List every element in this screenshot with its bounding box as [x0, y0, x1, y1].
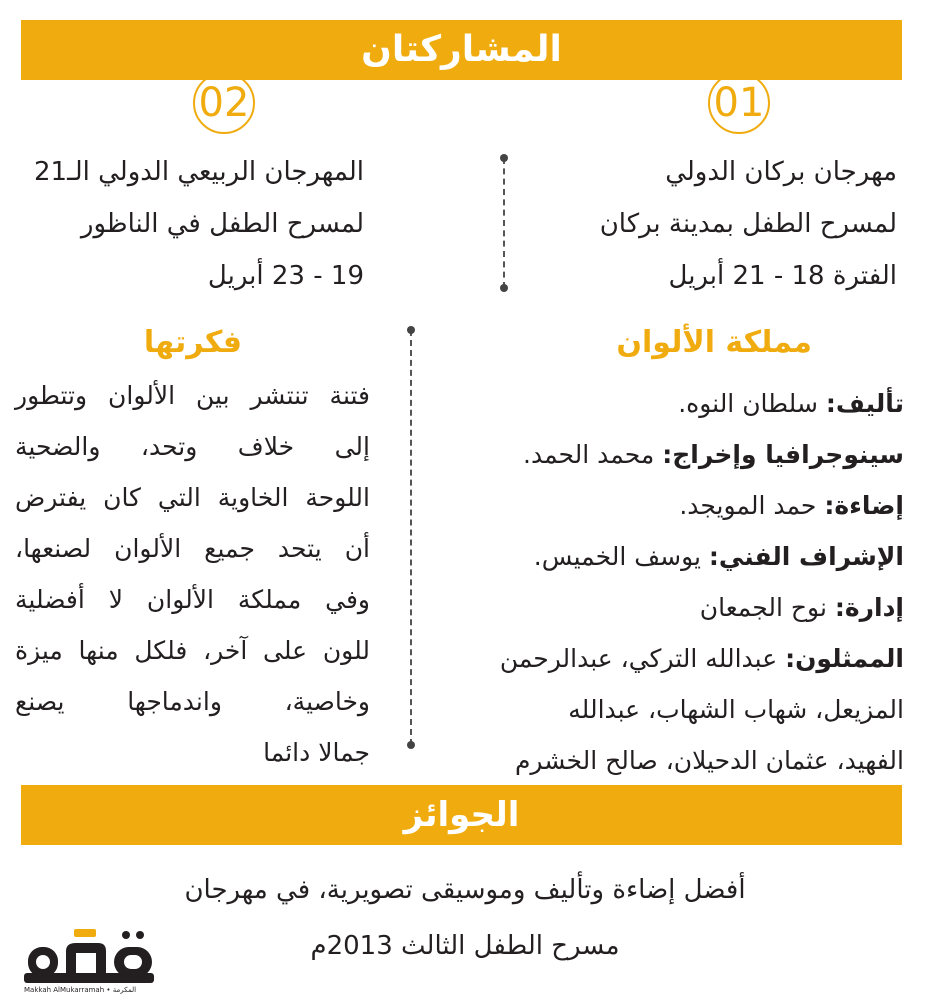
credit-line: الفهيد، عثمان الدحيلان، صالح الخشرم: [514, 746, 904, 775]
awards-text: [80, 862, 850, 974]
awards-line: مسرح الطفل الثالث 2013م: [310, 931, 620, 961]
festival-entry-1: [517, 146, 897, 302]
credit-line: تأليف: سلطان النوه.: [678, 389, 904, 418]
divider-dot: [500, 154, 508, 162]
idea-line: وخاصية، واندماجها يصنع: [15, 687, 370, 716]
credit-line: سينوجرافيا وإخراج: محمد الحمد.: [523, 440, 904, 469]
logo-caption: Makkah AlMukarramah • المكرمة: [24, 986, 137, 994]
awards-line: أفضل إضاءة وتأليف وموسيقى تصويرية، في مهرجان: [184, 875, 746, 905]
idea-line: جمالا دائما: [263, 738, 370, 767]
festival-name: المهرجان الربيعي الدولي الـ21: [34, 157, 364, 187]
idea-paragraph: [15, 370, 370, 778]
divider-dot: [500, 284, 508, 292]
entry-number-badge: 02: [193, 72, 255, 134]
idea-title: فكرتها: [143, 325, 242, 360]
credit-line: الإشراف الفني: يوسف الخميس.: [533, 542, 904, 571]
festival-dates: الفترة 18 - 21 أبريل: [668, 261, 897, 291]
idea-line: اللوحة الخاوية التي كان يفترض: [15, 483, 370, 512]
makkah-newspaper-logo: [22, 925, 162, 993]
entry-number-badge: 01: [708, 72, 770, 134]
play-title: مملكة الألوان: [616, 325, 812, 360]
awards-title: الجوائز: [403, 795, 520, 835]
divider-dot: [407, 326, 415, 334]
festival-entry-2: [4, 146, 364, 302]
section-header-awards: [21, 785, 902, 845]
idea-line: فتنة تنتشر بين الألوان وتتطور: [15, 381, 370, 410]
idea-line: وفي مملكة الألوان لا أفضلية: [15, 585, 370, 614]
festival-subtitle: لمسرح الطفل في الناظور: [80, 209, 364, 239]
credit-line: إضاءة: حمد المويجد.: [679, 491, 904, 520]
festival-subtitle: لمسرح الطفل بمدينة بركان: [599, 209, 897, 239]
festival-dates: 19 - 23 أبريل: [207, 261, 364, 291]
festival-name: مهرجان بركان الدولي: [665, 157, 897, 187]
idea-line: إلى خلاف وتحد، والضحية: [15, 432, 370, 461]
divider-dot: [407, 741, 415, 749]
credit-line: الممثلون: عبدالله التركي، عبدالرحمن: [499, 644, 904, 673]
header-title: المشاركتان: [361, 29, 562, 70]
dashed-divider: [410, 330, 412, 745]
dashed-divider: [503, 158, 505, 288]
credit-line: إدارة: نوح الجمعان: [699, 593, 904, 622]
idea-line: أن يتحد جميع الألوان لصنعها،: [15, 534, 370, 563]
section-header-participations: [21, 20, 902, 80]
play-credits: [464, 378, 904, 786]
idea-line: للون على آخر، فلكل منها ميزة: [15, 636, 370, 665]
credit-line: المزيعل، شهاب الشهاب، عبدالله: [568, 695, 904, 724]
